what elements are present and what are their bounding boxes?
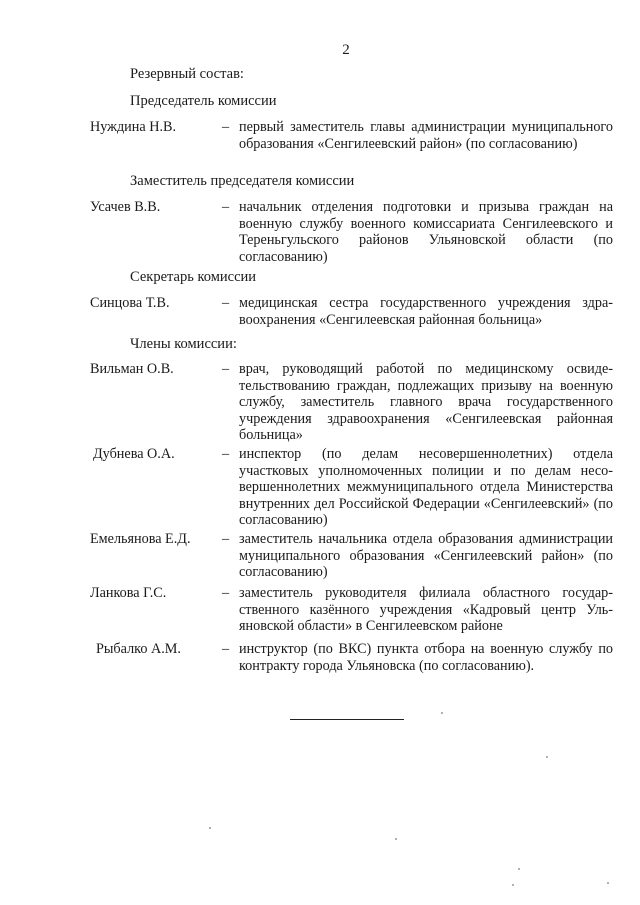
dash: – bbox=[222, 199, 230, 215]
member-name: Ланкова Г.С. bbox=[90, 585, 167, 601]
member-role: начальник отделения подготовки и призыва граждан на военную службу военного комиссариата Сенгилеевского и Тереньгульского районов Ульяновской области (по согласованию) bbox=[239, 199, 613, 265]
dash: – bbox=[222, 295, 230, 311]
scan-speck bbox=[441, 712, 443, 714]
member-name: Рыбалко А.М. bbox=[96, 641, 181, 657]
member-role: врач, руководящий работой по медицинскому освидетельствованию граждан, подлежащих призыву на военную службу, заместитель главного врача государственного учреждения здравоохранения «Сенгилеевская районная больница» bbox=[239, 361, 613, 443]
member-name: Емельянова Е.Д. bbox=[90, 531, 191, 547]
reserve-heading: Резервный состав: bbox=[130, 66, 244, 82]
dash: – bbox=[222, 641, 230, 657]
member-role: медицинская сестра государственного учреждения здравоохранения «Сенгилеевская районная больница» bbox=[239, 295, 613, 328]
member-role: заместитель руководителя филиала областного государственного казённого учреждения «Кадровый центр Ульяновской области» в Сенгилеевском районе bbox=[239, 585, 613, 634]
member-name: Дубнева О.А. bbox=[93, 446, 175, 462]
scan-speck bbox=[607, 882, 609, 884]
dash: – bbox=[222, 119, 230, 135]
scan-speck bbox=[209, 827, 211, 829]
scan-speck bbox=[512, 884, 514, 886]
page-number: 2 bbox=[342, 42, 350, 58]
scan-speck bbox=[395, 838, 397, 840]
end-rule bbox=[290, 719, 404, 720]
member-role: заместитель начальника отдела образования администрации муниципального образования «Сенгилеевский район» (по согласованию) bbox=[239, 531, 613, 580]
chair-heading: Председатель комиссии bbox=[130, 93, 277, 109]
member-name: Нуждина Н.В. bbox=[90, 119, 177, 135]
deputy-heading: Заместитель председателя комиссии bbox=[130, 173, 355, 189]
member-name: Усачев В.В. bbox=[90, 199, 161, 215]
member-role: первый заместитель главы администрации муниципального образования «Сенгилеевский район» (по согласованию) bbox=[239, 119, 613, 152]
dash: – bbox=[222, 361, 230, 377]
scan-speck bbox=[546, 756, 548, 758]
dash: – bbox=[222, 446, 230, 462]
dash: – bbox=[222, 585, 230, 601]
member-name: Вильман О.В. bbox=[90, 361, 174, 377]
members-heading: Члены комиссии: bbox=[130, 336, 237, 352]
member-role: инструктор (по ВКС) пункта отбора на военную службу по контракту города Ульяновска (по согласованию). bbox=[239, 641, 613, 674]
dash: – bbox=[222, 531, 230, 547]
member-role: инспектор (по делам несовершеннолетних) отдела участковых уполномоченных полиции и по делам несовершеннолетних межмуниципального отдела Министерства внутренних дел Российской Федерации «Сенгилеевский» (по согласованию) bbox=[239, 446, 613, 528]
secretary-heading: Секретарь комиссии bbox=[130, 269, 257, 285]
scan-speck bbox=[518, 868, 520, 870]
member-name: Синцова Т.В. bbox=[90, 295, 170, 311]
